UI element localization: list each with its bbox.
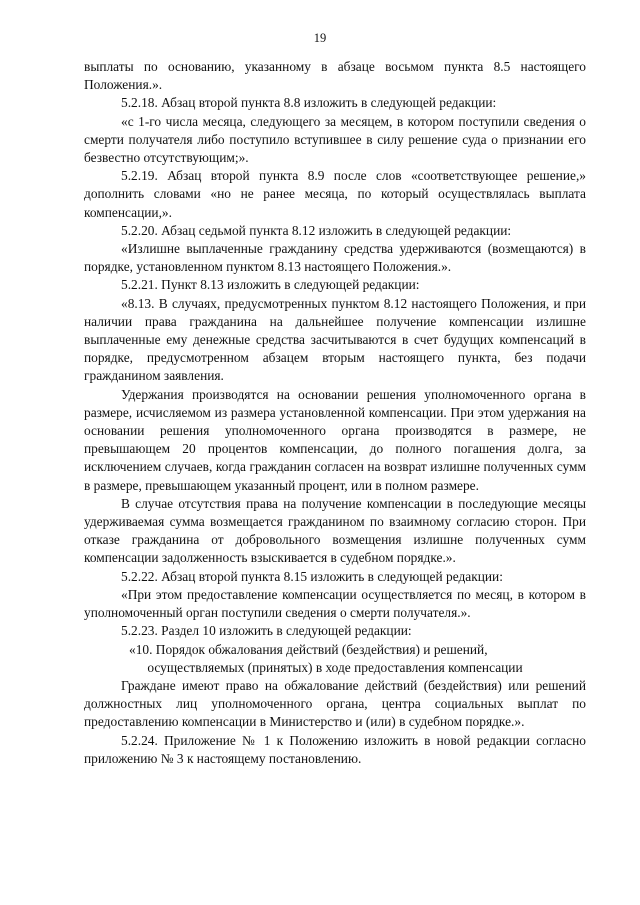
paragraph-quote-8-15: «При этом предоставление компенсации осуществляется по месяц, в котором в уполномоченный орган поступили сведения о смерти получателя.». (84, 586, 586, 621)
paragraph-5-2-22: 5.2.22. Абзац второй пункта 8.15 изложить в следующей редакции: (121, 568, 503, 584)
paragraph-withholding: Удержания производятся на основании решения уполномоченного органа в размере, исчисляемом из размера установленной компенсации. При этом удержания на основании решения уполномоченного органа производятся в размере, не превышающем 20 процентов компенсации, до полного погашения долга, за исключением случаев, когда гражданин согласен на возврат излишне полученных сумм в размере, превышающем указанный процент, или в полном размере. (84, 386, 586, 493)
paragraph-quote-8-12: «Излишне выплаченные гражданину средства удерживаются (возмещаются) в порядке, установленном пунктом 8.13 настоящего Положения.». (84, 241, 586, 275)
page-number: 19 (313, 31, 327, 45)
paragraph-5-2-24: 5.2.24. Приложение № 1 к Положению изложить в новой редакции согласно приложению № 3 к настоящему постановлению. (84, 732, 586, 766)
section-10-heading-line-2: осуществляемых (принятых) в ходе предоставления компенсации (147, 659, 523, 675)
paragraph-quote-8-8: «с 1-го числа месяца, следующего за месяцем, в котором поступили сведения о смерти получателя либо поступило вступившее в силу решение суда о признании его безвестно отсутствующим;». (84, 113, 586, 166)
paragraph-5-2-21: 5.2.21. Пункт 8.13 изложить в следующей редакции: (121, 277, 420, 293)
paragraph-5-2-19: 5.2.19. Абзац второй пункта 8.9 после слов «соответствующее решение,» дополнить словами «но не ранее месяца, по который осуществлялась выплата компенсации,». (84, 168, 586, 220)
document-body (84, 58, 586, 768)
paragraph-quote-8-13: «8.13. В случаях, предусмотренных пунктом 8.12 настоящего Положения, и при наличии права гражданина на дальнейшее получение компенсации излишне выплаченные ему денежные средства засчитываются в счет будущих компенсаций в порядке, предусмотренном абзацем вторым настоящего пункта, без подачи гражданином заявления. (84, 295, 586, 384)
paragraph-5-2-23: 5.2.23. Раздел 10 изложить в следующей редакции: (121, 623, 412, 639)
paragraph-no-right: В случае отсутствия права на получение компенсации в последующие месяцы удерживаемая сумма возмещается гражданином по взаимному согласию сторон. При отказе гражданина от добровольного возмещения излишне полученных сумм компенсации задолженность взыскивается в судебном порядке.». (84, 495, 586, 566)
paragraph-5-2-18: 5.2.18. Абзац второй пункта 8.8 изложить в следующей редакции: (121, 95, 497, 111)
paragraph-appeal-rights: Граждане имеют право на обжалование действий (бездействия) или решений должностных лиц уполномоченного органа, центра социальных выплат по предоставлению компенсации в Министерство и (или) в судебном порядке.». (84, 677, 586, 730)
paragraph-5-2-20: 5.2.20. Абзац седьмой пункта 8.12 изложить в следующей редакции: (121, 222, 512, 238)
section-10-heading-line-1: «10. Порядок обжалования действий (бездействия) и решений, (129, 641, 488, 657)
paragraph-continuation: выплаты по основанию, указанному в абзаце восьмом пункта 8.5 настоящего Положения.». (84, 59, 586, 93)
